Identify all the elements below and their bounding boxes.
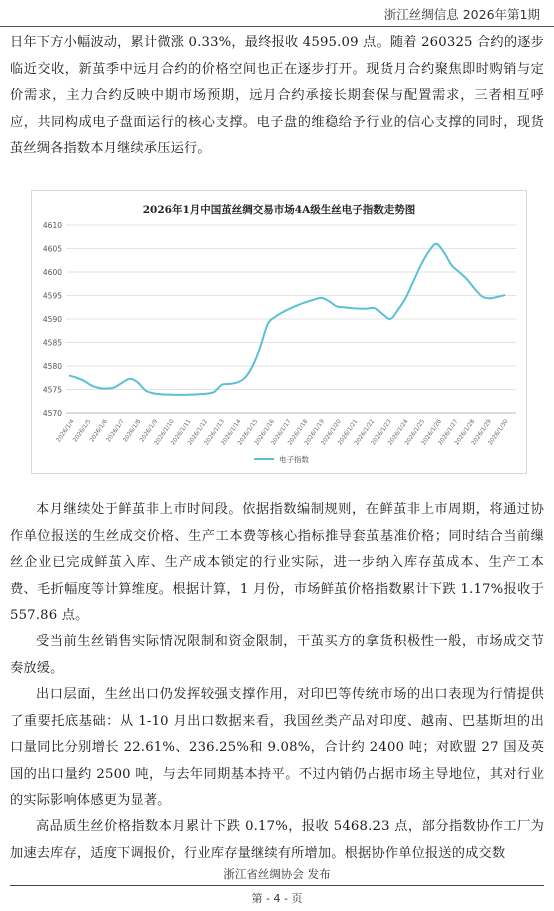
- y-tick-label: 4610: [42, 221, 62, 230]
- x-tick-label: 2026/1/22: [354, 418, 377, 447]
- x-tick-label: 2026/1/23: [370, 418, 393, 447]
- chart-card: [31, 190, 527, 474]
- y-tick-label: 4605: [42, 244, 62, 254]
- x-tick-label: 2026/1/25: [404, 418, 427, 447]
- y-tick-label: 4570: [42, 409, 62, 418]
- x-tick-label: 2026/1/19: [304, 418, 327, 447]
- x-tick-label: 2026/1/26: [420, 418, 443, 447]
- x-tick-label: 2026/1/30: [487, 418, 510, 447]
- publication-title: 浙江丝绸信息 2026年第1期: [383, 7, 540, 22]
- chart-title: 2026年1月中国茧丝绸交易市场4A级生丝电子指数走势图: [142, 204, 416, 216]
- footer-divider: [10, 885, 544, 886]
- footer-publisher: 浙江省丝绸协会 发布: [223, 867, 331, 881]
- y-tick-label: 4600: [42, 268, 62, 277]
- page-number: 第 - 4 - 页: [251, 892, 303, 905]
- x-tick-label: 2026/1/28: [454, 418, 477, 447]
- paragraph-3: 受当前生丝销售实际情况限制和资金限制，干茧买方的拿货积极性一般，市场成交节奏放缓。: [10, 634, 544, 676]
- paragraph-1: 日年下方小幅波动，累计微涨 0.33%，最终报收 4595.09 点。随着 260325 合约的逐步临近交收，新茧季中远月合约的价格空间也正在逐步打开。现货月合约聚焦即时购销与定价需求，主力合约反映中期市场预期，远月合约承接长期套保与配置需求，三者相互呼应，共同构成电子盘面运行的核心支撑。电子盘的维稳给予行业的信心支撑的同时，现货茧丝绸各指数本月继续承压运行。: [10, 35, 544, 156]
- x-tick-label: 2026/1/14: [220, 418, 243, 447]
- x-tick-label: 2026/1/5: [72, 418, 93, 444]
- x-tick-label: 2026/1/18: [287, 418, 310, 447]
- x-tick-label: 2026/1/11: [170, 418, 193, 447]
- x-tick-label: 2026/1/4: [55, 418, 76, 444]
- x-tick-label: 2026/1/29: [470, 418, 493, 447]
- y-tick-label: 4595: [42, 291, 62, 301]
- x-tick-label: 2026/1/16: [253, 418, 276, 447]
- line-chart: [32, 191, 526, 473]
- page-header: [0, 0, 554, 27]
- paragraph-5: 高品质生丝价格指数本月累计下跌 0.17%，报收 5468.23 点，部分指数协作工厂为加速去库存，适度下调报价，行业库存量继续有所增加。根据协作单位报送的成交数: [10, 819, 544, 861]
- x-tick-label: 2026/1/24: [387, 418, 410, 447]
- x-tick-label: 2026/1/21: [337, 418, 360, 447]
- x-tick-label: 2026/1/10: [153, 418, 176, 447]
- x-tick-label: 2026/1/17: [270, 418, 293, 447]
- paragraph-4: 出口层面，生丝出口仍发挥较强支撑作用，对印巴等传统市场的出口表现为行情提供了重要托底基础：从 1-10 月出口数据来看，我国丝类产品对印度、越南、巴基斯坦的出口量同比分别增长 22.61%、236.25%和 9.08%，合计约 2400 吨；对欧盟 27 国及英国的出口量约 2500 吨，与去年同期基本持平。不过内销仍占据市场主导地位，其对行业的实际影响体感更为显著。: [10, 687, 544, 808]
- y-tick-label: 4580: [42, 362, 62, 371]
- y-tick-label: 4590: [42, 315, 62, 324]
- y-tick-label: 4575: [42, 385, 62, 395]
- x-tick-label: 2026/1/8: [122, 418, 143, 444]
- x-tick-label: 2026/1/6: [89, 418, 110, 444]
- x-tick-label: 2026/1/13: [203, 418, 226, 447]
- paragraph-2: 本月继续处于鲜茧非上市时间段。依据指数编制规则，在鲜茧非上市周期，将通过协作单位报送的生丝成交价格、生产工本费等核心指标推导套茧基准价格；同时结合当前缫丝企业已完成鲜茧入库、生产成本锁定的行业实际，进一步纳入库存茧成本、生产工本费、毛折幅度等计算维度。根据计算，1 月份，市场鲜茧价格指数累计下跌 1.17%报收于 557.86 点。: [10, 502, 544, 623]
- x-tick-label: 2026/1/15: [237, 418, 260, 447]
- x-tick-label: 2026/1/20: [320, 418, 343, 447]
- x-tick-label: 2026/1/9: [139, 418, 160, 444]
- legend-label: 电子指数: [279, 455, 309, 464]
- x-tick-label: 2026/1/27: [437, 418, 460, 447]
- y-tick-label: 4585: [42, 338, 62, 348]
- x-tick-label: 2026/1/12: [187, 418, 210, 447]
- x-tick-label: 2026/1/7: [105, 418, 126, 444]
